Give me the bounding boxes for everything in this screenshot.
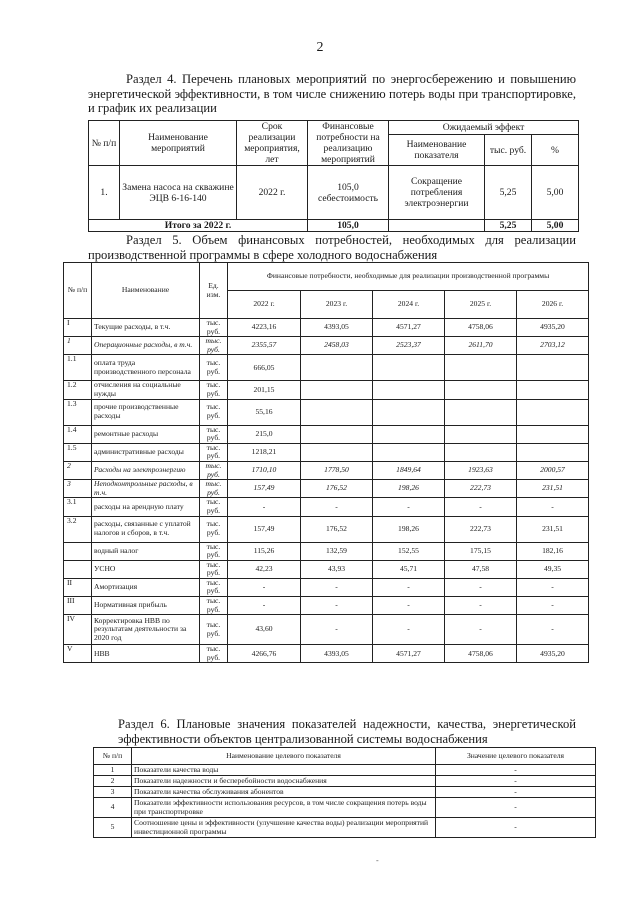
cell-value: - <box>445 498 517 516</box>
cell-unit: тыс. руб. <box>200 615 228 645</box>
section4-title: Раздел 4. Перечень плановых мероприятий по энергосбережению и повышению энергетической эффективности, в том числе снижению потерь воды при транспортировке, и график их реализации <box>88 72 576 115</box>
cell-num: 1 <box>94 765 132 776</box>
col-name-header: Наименование <box>92 263 200 319</box>
cell-name: НВВ <box>92 645 200 663</box>
cell-num: 3.1 <box>64 498 92 516</box>
cell-value: - <box>517 597 589 615</box>
col-num-header: № п/п <box>64 263 92 319</box>
cell-value: - <box>445 597 517 615</box>
cell-num: 3 <box>94 787 132 798</box>
cell-name: Операционные расходы, в т.ч. <box>92 337 200 355</box>
cell-num: 2 <box>94 776 132 787</box>
cell-value <box>301 425 373 443</box>
cell-unit: тыс. руб. <box>200 381 228 399</box>
page-number: 2 <box>316 40 324 55</box>
cell-value: 47,58 <box>445 560 517 578</box>
cell-value <box>445 381 517 399</box>
cell-value: - <box>373 578 445 596</box>
cell-unit: тыс. руб. <box>200 399 228 425</box>
cell-value: - <box>301 498 373 516</box>
cell-unit: тыс. руб. <box>200 560 228 578</box>
cell-value: 132,59 <box>301 542 373 560</box>
cell-name: Амортизация <box>92 578 200 596</box>
cell-value: 4571,27 <box>373 645 445 663</box>
col-indicator-header: Наименование показателя <box>389 135 485 166</box>
cell-value: - <box>517 498 589 516</box>
col-group-header: Финансовые потребности, необходимые для реализации производственной программы <box>228 263 589 291</box>
cell-value: - <box>373 597 445 615</box>
table-row <box>64 597 589 615</box>
cell-unit: тыс. руб. <box>200 319 228 337</box>
cell-name: оплата труда производственного персонала <box>92 355 200 381</box>
cell-value: - <box>301 615 373 645</box>
cell-value <box>445 425 517 443</box>
cell-num: III <box>64 597 92 615</box>
cell-name: расходы, связанные с уплатой налогов и сборов, в т.ч. <box>92 516 200 542</box>
cell-unit: тыс. руб. <box>200 337 228 355</box>
table-row <box>64 399 589 425</box>
cell-value <box>301 443 373 461</box>
table-row <box>64 516 589 542</box>
cell-name: УСНО <box>92 560 200 578</box>
col-name-header: Наименование мероприятий <box>120 121 237 166</box>
cell-value: - <box>301 578 373 596</box>
cell-name: отчисления на социальные нужды <box>92 381 200 399</box>
cell-name: Показатели качества обслуживания абонентов <box>132 787 436 798</box>
cell-name: расходы на арендную плату <box>92 498 200 516</box>
cell-num: 2 <box>64 461 92 479</box>
cell-unit: тыс. руб. <box>200 425 228 443</box>
section6-table <box>93 747 596 838</box>
cell-value: 201,15 <box>228 381 301 399</box>
table-row <box>64 461 589 479</box>
col-num-header: № п/п <box>94 748 132 765</box>
table-row <box>64 319 589 337</box>
cell-value: - <box>228 578 301 596</box>
cell-finance: 105,0 себестоимость <box>308 166 389 220</box>
cell-num: 1.2 <box>64 381 92 399</box>
table-row <box>64 498 589 516</box>
table-row <box>94 787 596 798</box>
col-year-header: 2022 г. <box>228 291 301 319</box>
cell-value <box>373 425 445 443</box>
cell-name: Нормативная прибыль <box>92 597 200 615</box>
cell-value: - <box>373 498 445 516</box>
section5-table <box>63 262 589 663</box>
cell-value: - <box>436 798 596 818</box>
cell-value <box>445 355 517 381</box>
col-name-header: Наименование целевого показателя <box>132 748 436 765</box>
cell-value: 666,05 <box>228 355 301 381</box>
cell-value <box>445 399 517 425</box>
cell-value <box>373 399 445 425</box>
cell-name: Замена насоса на скважине ЭЦВ 6-16-140 <box>120 166 237 220</box>
cell-value: - <box>301 597 373 615</box>
section6-title: Раздел 6. Плановые значения показателей надежности, качества, энергетической эффективности объектов централизованной системы водоснабжения <box>118 717 576 746</box>
cell-unit: 5,25 <box>485 166 532 220</box>
table-header-row <box>89 121 579 135</box>
cell-value: - <box>445 615 517 645</box>
cell-value: - <box>436 776 596 787</box>
cell-value: 115,26 <box>228 542 301 560</box>
cell-unit: тыс. руб. <box>200 597 228 615</box>
cell-value: 2355,57 <box>228 337 301 355</box>
cell-value: 4223,16 <box>228 319 301 337</box>
table-row <box>64 355 589 381</box>
cell-unit: тыс. руб. <box>200 645 228 663</box>
total-unit: 5,25 <box>485 220 532 232</box>
cell-num: 1 <box>64 337 92 355</box>
cell-unit: тыс. руб. <box>200 443 228 461</box>
table-row <box>64 560 589 578</box>
cell-value: 4393,05 <box>301 645 373 663</box>
cell-num: II <box>64 578 92 596</box>
cell-num: V <box>64 645 92 663</box>
cell-num: 1.3 <box>64 399 92 425</box>
cell-term: 2022 г. <box>237 166 308 220</box>
cell-value <box>373 443 445 461</box>
cell-value: 1923,63 <box>445 461 517 479</box>
cell-value <box>517 399 589 425</box>
cell-name: Расходы на электроэнергию <box>92 461 200 479</box>
cell-value: - <box>436 787 596 798</box>
cell-value: 1849,64 <box>373 461 445 479</box>
table-row <box>64 542 589 560</box>
table-row <box>64 337 589 355</box>
cell-value: 231,51 <box>517 516 589 542</box>
section5-title: Раздел 5. Объем финансовых потребностей, необходимых для реализации производственной программы в сфере холодного водоснабжения <box>88 233 576 262</box>
table-row <box>94 776 596 787</box>
cell-value: 176,52 <box>301 516 373 542</box>
col-year-header: 2026 г. <box>517 291 589 319</box>
cell-value: 42,23 <box>228 560 301 578</box>
cell-value: 43,93 <box>301 560 373 578</box>
cell-name: Показатели надежности и бесперебойности водоснабжения <box>132 776 436 787</box>
cell-unit: тыс. руб. <box>200 461 228 479</box>
table-row <box>94 818 596 838</box>
cell-value: 2703,12 <box>517 337 589 355</box>
cell-value: 175,15 <box>445 542 517 560</box>
col-effect-header: Ожидаемый эффект <box>389 121 579 135</box>
table-header-row <box>64 263 589 291</box>
cell-num <box>64 560 92 578</box>
cell-value: - <box>373 615 445 645</box>
col-value-header: Значение целевого показателя <box>436 748 596 765</box>
cell-value <box>517 355 589 381</box>
cell-name: Корректировка НВВ по результатам деятельности за 2020 год <box>92 615 200 645</box>
col-unit-header: Ед. изм. <box>200 263 228 319</box>
footer-mark: - <box>376 856 379 865</box>
cell-value <box>517 381 589 399</box>
cell-value: 2611,70 <box>445 337 517 355</box>
table-row <box>94 798 596 818</box>
cell-num: 5 <box>94 818 132 838</box>
table-row <box>64 443 589 461</box>
cell-value: 4758,06 <box>445 645 517 663</box>
col-year-header: 2023 г. <box>301 291 373 319</box>
table-row <box>64 615 589 645</box>
cell-num: 4 <box>94 798 132 818</box>
cell-value: 198,26 <box>373 480 445 498</box>
col-percent-header: % <box>532 135 579 166</box>
cell-value: 176,52 <box>301 480 373 498</box>
cell-value: 43,60 <box>228 615 301 645</box>
cell-value: 55,16 <box>228 399 301 425</box>
cell-value: 4935,20 <box>517 319 589 337</box>
cell-value: - <box>517 578 589 596</box>
cell-name: Неподконтрольные расходы, в т.ч. <box>92 480 200 498</box>
cell-value <box>517 443 589 461</box>
cell-value: - <box>436 765 596 776</box>
cell-unit: тыс. руб. <box>200 516 228 542</box>
cell-value: - <box>228 498 301 516</box>
cell-unit: тыс. руб. <box>200 355 228 381</box>
cell-value: 4758,06 <box>445 319 517 337</box>
cell-name: административные расходы <box>92 443 200 461</box>
cell-value: 231,51 <box>517 480 589 498</box>
cell-name: Показатели эффективности использования ресурсов, в том числе сокращения потерь воды при транспортировке <box>132 798 436 818</box>
total-indicator <box>389 220 485 232</box>
cell-value: 1710,10 <box>228 461 301 479</box>
table-header-row <box>94 748 596 765</box>
total-percent: 5,00 <box>532 220 579 232</box>
cell-percent: 5,00 <box>532 166 579 220</box>
col-unit-header: тыс. руб. <box>485 135 532 166</box>
cell-name: Показатели качества воды <box>132 765 436 776</box>
cell-value <box>301 399 373 425</box>
table-row <box>94 765 596 776</box>
cell-value: - <box>517 615 589 645</box>
col-finance-header: Финансовые потребности на реализацию мероприятий <box>308 121 389 166</box>
total-row <box>89 220 579 232</box>
cell-value: 222,73 <box>445 480 517 498</box>
cell-value: 4266,76 <box>228 645 301 663</box>
col-year-header: 2025 г. <box>445 291 517 319</box>
cell-value: 2458,03 <box>301 337 373 355</box>
col-year-header: 2024 г. <box>373 291 445 319</box>
cell-num: 1.4 <box>64 425 92 443</box>
cell-value: 157,49 <box>228 516 301 542</box>
cell-value: 49,35 <box>517 560 589 578</box>
table-row <box>64 645 589 663</box>
cell-unit: тыс. руб. <box>200 578 228 596</box>
cell-value: - <box>228 597 301 615</box>
cell-value: 2523,37 <box>373 337 445 355</box>
cell-value <box>301 381 373 399</box>
cell-value: 1778,50 <box>301 461 373 479</box>
section4-table <box>88 120 579 232</box>
cell-name: прочие производственные расходы <box>92 399 200 425</box>
cell-num: 3.2 <box>64 516 92 542</box>
cell-value: 198,26 <box>373 516 445 542</box>
cell-name: водный налог <box>92 542 200 560</box>
cell-num: 1.1 <box>64 355 92 381</box>
total-label: Итого за 2022 г. <box>89 220 308 232</box>
cell-name: ремонтные расходы <box>92 425 200 443</box>
table-row <box>64 578 589 596</box>
cell-value <box>445 443 517 461</box>
cell-num: 3 <box>64 480 92 498</box>
cell-value: 4393,05 <box>301 319 373 337</box>
cell-value: 222,73 <box>445 516 517 542</box>
cell-name: Текущие расходы, в т.ч. <box>92 319 200 337</box>
cell-value <box>517 425 589 443</box>
cell-num: IV <box>64 615 92 645</box>
cell-unit: тыс. руб. <box>200 480 228 498</box>
cell-value: 157,49 <box>228 480 301 498</box>
cell-value: 4571,27 <box>373 319 445 337</box>
cell-value: 182,16 <box>517 542 589 560</box>
col-term-header: Срок реализации мероприятия, лет <box>237 121 308 166</box>
table-row <box>64 381 589 399</box>
cell-value: 45,71 <box>373 560 445 578</box>
cell-name: Соотношение цены и эффективности (улучшение качества воды) реализации мероприятий инвестиционной программы <box>132 818 436 838</box>
cell-value: - <box>445 578 517 596</box>
cell-value <box>373 381 445 399</box>
cell-unit: тыс. руб. <box>200 542 228 560</box>
col-num-header: № п/п <box>89 121 120 166</box>
table-row <box>64 425 589 443</box>
cell-indicator: Сокращение потребления электроэнергии <box>389 166 485 220</box>
table-row <box>89 166 579 220</box>
cell-value: 215,0 <box>228 425 301 443</box>
cell-num: I <box>64 319 92 337</box>
cell-num: 1.5 <box>64 443 92 461</box>
cell-value: 2000,57 <box>517 461 589 479</box>
cell-value <box>301 355 373 381</box>
cell-value: 152,55 <box>373 542 445 560</box>
cell-value: 1218,21 <box>228 443 301 461</box>
total-finance: 105,0 <box>308 220 389 232</box>
cell-value: - <box>436 818 596 838</box>
cell-num <box>64 542 92 560</box>
cell-num: 1. <box>89 166 120 220</box>
cell-unit: тыс. руб. <box>200 498 228 516</box>
table-row <box>64 480 589 498</box>
cell-value: 4935,20 <box>517 645 589 663</box>
cell-value <box>373 355 445 381</box>
